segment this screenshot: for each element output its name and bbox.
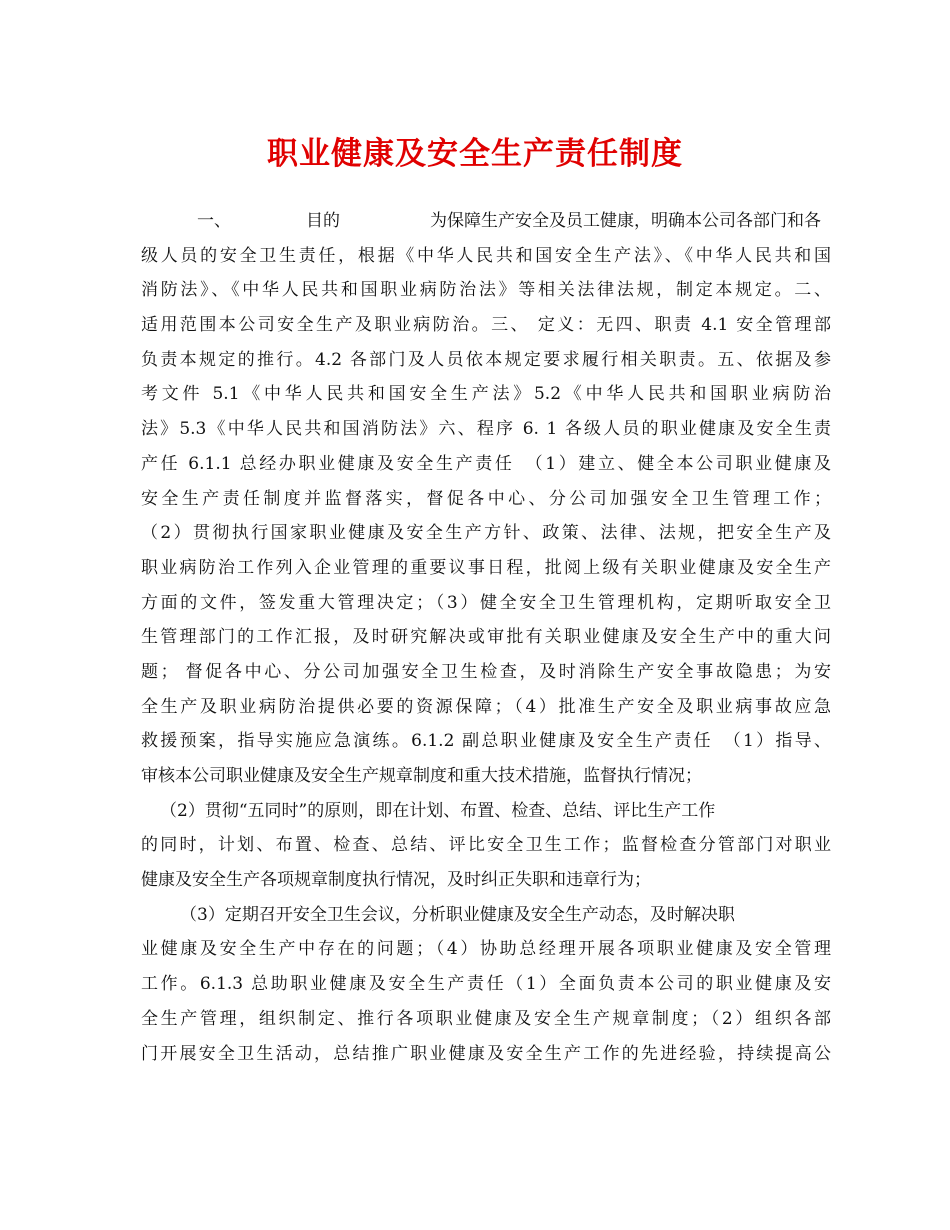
- body-line: 消防法》、《中华人民共和国职业病防治法》等相关法律法规，制定本规定。二、: [141, 280, 831, 301]
- body-line: 考文件 5.1《中华人民共和国安全生产法》5.2《中华人民共和国职业病防治: [141, 384, 831, 405]
- body-line: 生管理部门的工作汇报，及时研究解决或审批有关职业健康及安全生产中的重大问: [141, 627, 831, 648]
- section-heading: 目的: [306, 211, 340, 231]
- body-line: 门开展安全卫生活动，总结推广职业健康及安全生产工作的先进经验，持续提高公: [141, 1043, 831, 1064]
- body-line: 业健康及安全生产中存在的问题；（4）协助总经理开展各项职业健康及安全管理: [141, 939, 831, 960]
- document-title: 职业健康及安全生产责任制度: [267, 136, 683, 172]
- body-line: 产任 6.1.1 总经办职业健康及安全生产责任 （1）建立、健全本公司职业健康及: [141, 453, 831, 474]
- body-line: （3）定期召开安全卫生会议，分析职业健康及安全生产动态，及时解决职: [180, 904, 735, 925]
- body-line: 职业病防治工作列入企业管理的重要议事日程，批阅上级有关职业健康及安全生产: [141, 557, 831, 578]
- body-line: 适用范围本公司安全生产及职业病防治。三、 定义：无四、职责 4.1 安全管理部: [141, 315, 831, 336]
- body-line: 方面的文件，签发重大管理决定；（3）健全安全卫生管理机构，定期听取安全卫: [141, 592, 831, 613]
- body-line: 法》5.3《中华人民共和国消防法》六、程序 6. 1 各级人员的职业健康及安全生责: [141, 419, 831, 440]
- body-line: 工作。6.1.3 总助职业健康及安全生产责任（1）全面负责本公司的职业健康及安: [141, 974, 831, 995]
- body-line: 安全生产责任制度并监督落实，督促各中心、分公司加强安全卫生管理工作；: [141, 488, 831, 509]
- body-line: （2）贯彻“五同时”的原则，即在计划、布置、检查、总结、评比生产工作: [160, 800, 716, 821]
- section-number: 一、: [197, 211, 231, 231]
- body-line: 健康及安全生产各项规章制度执行情况，及时纠正失职和违章行为；: [141, 870, 651, 891]
- body-line: 全生产及职业病防治提供必要的资源保障；（4）批准生产安全及职业病事故应急: [141, 696, 831, 717]
- body-line: 审核本公司职业健康及安全生产规章制度和重大技术措施，监督执行情况；: [141, 766, 702, 786]
- body-text: 为保障生产安全及员工健康，明确本公司各部门和各: [430, 211, 821, 231]
- body-line: 题； 督促各中心、分公司加强安全卫生检查，及时消除生产安全事故隐患；为安: [141, 661, 831, 682]
- body-line: 的同时，计划、布置、检查、总结、评比安全卫生工作；监督检查分管部门对职业: [141, 835, 831, 856]
- body-line: 全生产管理，组织制定、推行各项职业健康及安全生产规章制度；（2）组织各部: [141, 1008, 831, 1029]
- document-body: [141, 204, 831, 1071]
- body-line: （2）贯彻执行国家职业健康及安全生产方针、政策、法律、法规，把安全生产及: [141, 523, 831, 544]
- body-line: 救援预案，指导实施应急演练。6.1.2 副总职业健康及安全生产责任 （1）指导、: [141, 731, 831, 752]
- body-line: 负责本规定的推行。4.2 各部门及人员依本规定要求履行相关职责。五、依据及参: [141, 349, 831, 370]
- body-line: [141, 204, 831, 239]
- body-line: 级人员的安全卫生责任，根据《中华人民共和国安全生产法》、《中华人民共和国: [141, 245, 831, 266]
